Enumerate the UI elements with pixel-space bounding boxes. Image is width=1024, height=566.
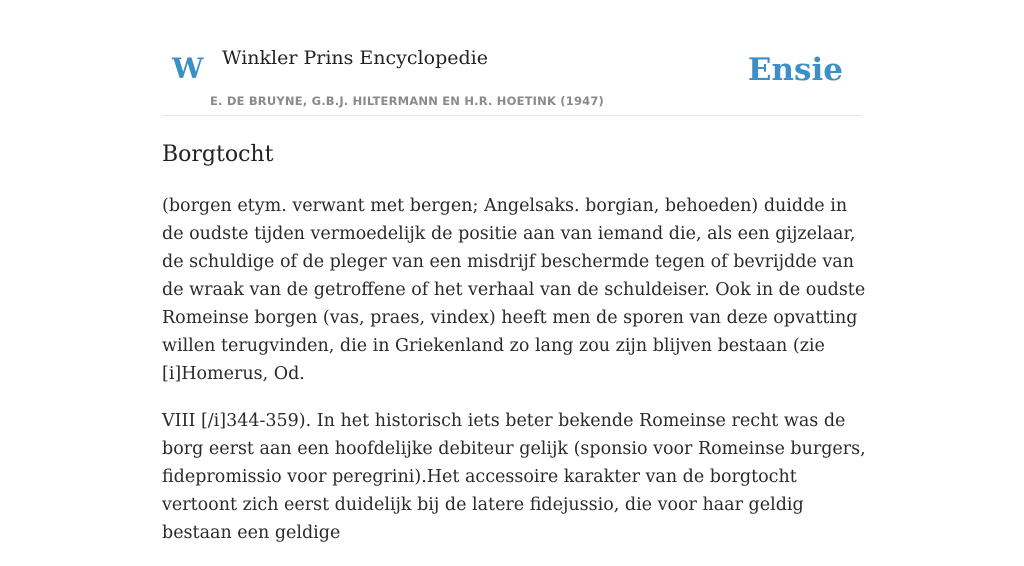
publication-logo[interactable]: W (172, 52, 204, 85)
article-body (162, 192, 867, 566)
publication-header (162, 0, 862, 116)
article-title: Borgtocht (162, 142, 274, 167)
article-paragraph: VIII [/i]344-359). In het historisch iets beter bekende Romeinse recht was de borg eerst aan een hoofdelijke debiteur gelijk (sponsio voor Romeinse burgers, fidepromissio voor peregrini).Het accessoire karakter van de borgtocht vertoont zich eerst duidelijk bij de latere fidejussio, die voor haar geldig bestaan een geldige (162, 411, 866, 543)
publication-authors: E. DE BRUYNE, G.B.J. HILTERMANN EN H.R. HOETINK (1947) (210, 94, 605, 108)
site-logo[interactable]: Ensie (747, 52, 843, 88)
article-paragraph: (borgen etym. verwant met bergen; Angelsaks. borgian, behoeden) duidde in de oudste tijden vermoedelijk de positie aan van iemand die, als een gijzelaar, de schuldige of de pleger van een misdrijf beschermde tegen of bevrijdde van de wraak van de getroffene of het verhaal van de schuldeiser. Ook in de oudste Romeinse borgen (vas, praes, vindex) heeft men de sporen van deze opvatting willen terugvinden, die in Griekenland zo lang zou zijn blijven bestaan (zie [i]Homerus, Od. (162, 196, 866, 384)
page-container (162, 0, 866, 543)
publication-title[interactable]: Winkler Prins Encyclopedie (222, 47, 488, 69)
